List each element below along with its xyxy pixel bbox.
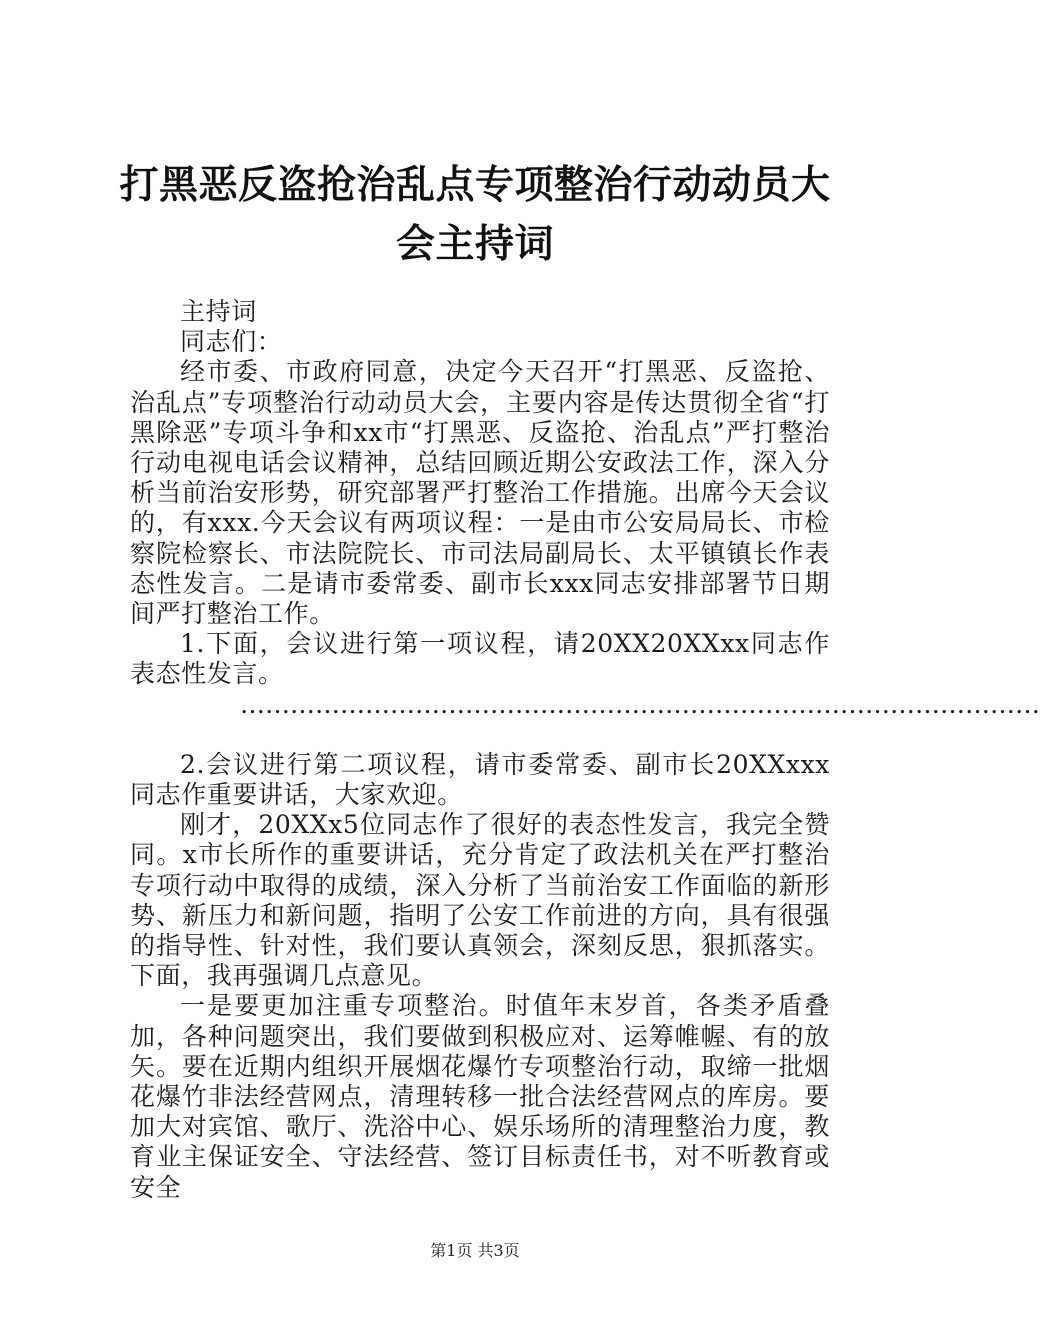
document-body xyxy=(130,297,1040,1203)
paragraph-agenda-2: 2.会议进行第二项议程，请市委常委、副市长20XXxxx同志作重要讲话，大家欢迎。 xyxy=(130,749,830,810)
paragraph-intro: 经市委、市政府同意，决定今天召开“打黑恶、反盗抢、治乱点”专项整治行动动员大会，主要内容是传达贯彻全省“打黑除恶”专项斗争和xx市“打黑恶、反盗抢、治乱点”严打整治行动电视电话会议精神，总结回顾近期公安政法工作，深入分析当前治安形势，研究部署严打整治工作措施。出席今天会议的，有xxx.今天会议有两项议程：一是由市公安局局长、市检察院检察长、市法院院长、市司法局副局长、太平镇镇长作表态性发言。二是请市委常委、副市长xxx同志安排部署节日期间严打整治工作。 xyxy=(130,357,830,629)
paragraph-summary: 刚才，20XXx5位同志作了很好的表态性发言，我完全赞同。x市长所作的重要讲话，充分肯定了政法机关在严打整治专项行动中取得的成绩，深入分析了当前治安工作面临的新形势、新压力和新问题，指明了公安工作前进的方向，具有很强的指导性、针对性，我们要认真领会，深刻反思，狠抓落实。下面，我再强调几点意见。 xyxy=(130,810,830,991)
paragraph-heading: 主持词 xyxy=(180,297,257,326)
paragraph-point-1: 一是要更加注重专项整治。时值年末岁首，各类矛盾叠加，各种问题突出，我们要做到积极应对、运筹帷幄、有的放矢。要在近期内组织开展烟花爆竹专项整治行动，取缔一批烟花爆竹非法经营网点，清理转移一批合法经营网点的库房。要加大对宾馆、歌厅、洗浴中心、娱乐场所的清理整治力度，教育业主保证安全、守法经营、签订目标责任书，对不听教育或安全 xyxy=(130,991,830,1202)
paragraph-salutation: 同志们： xyxy=(180,327,283,357)
ellipsis-line: …………………………………………………………………………………… xyxy=(240,689,1040,719)
spacer xyxy=(130,720,830,750)
document-title: 打黑恶反盗抢治乱点专项整治行动动员大会主持词 xyxy=(119,163,831,267)
page-footer: 第1页 共3页 xyxy=(430,1241,520,1260)
paragraph-agenda-1: 1.下面，会议进行第一项议程，请20XX20XXxx同志作表态性发言。 xyxy=(130,629,830,689)
